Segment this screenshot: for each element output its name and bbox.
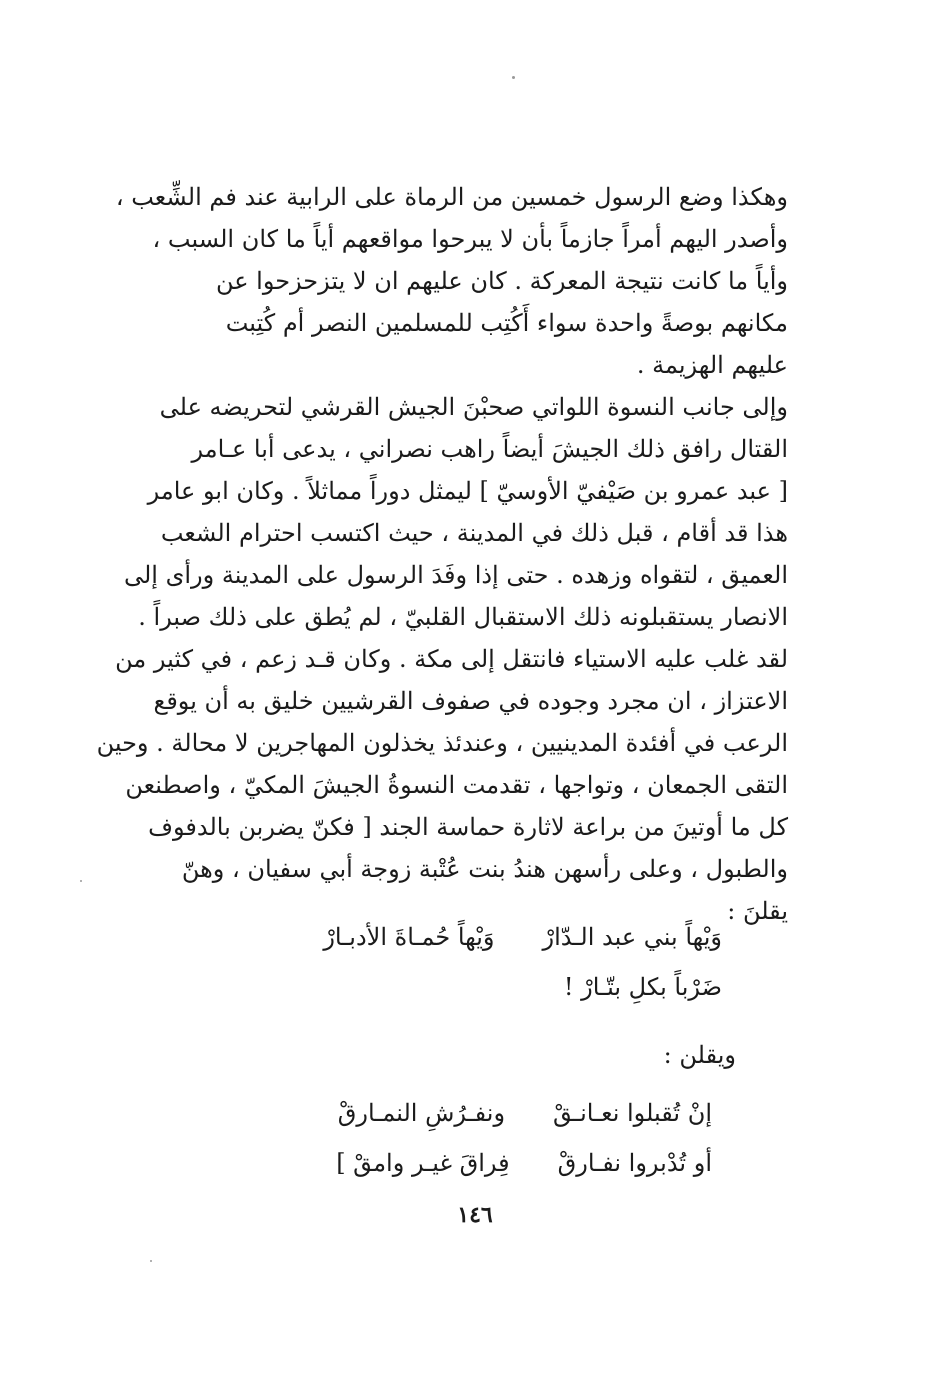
text-line: عليهم الهزيمة . <box>636 351 788 379</box>
paragraph-abu-amir <box>96 386 788 932</box>
text-line: لقد غلب عليه الاستياء فانتقل إلى مكة . وكان قـد زعم ، في كثير من <box>115 645 788 673</box>
verse-line <box>336 1138 712 1188</box>
verse-hemistich: أو تُدْبروا نفـارقْ <box>557 1149 712 1177</box>
scan-speck <box>150 1260 152 1262</box>
verse-hemistich: ضَرْباً بكلِ بتّـارْ ! <box>563 973 722 1001</box>
text-line: وأصدر اليهم أمراً جازماً بأن لا يبرحوا مواقعهم أياً ما كان السبب ، <box>152 225 788 253</box>
text-line: هذا قد أقام ، قبل ذلك في المدينة ، حيث اكتسب احترام الشعب <box>160 519 788 547</box>
text-line: الانصار يستقبلونه ذلك الاستقبال القلبيّ ، لم يُطق على ذلك صبراً . <box>138 603 788 631</box>
verse-intro: ويقلن : <box>663 1041 736 1069</box>
text-line: والطبول ، وعلى رأسهن هندُ بنت عُتْبة زوجة أبي سفيان ، وهنّ <box>181 855 788 883</box>
verse-line <box>323 962 722 1012</box>
verse-hemistich: ونفـرُشِ النمـارقْ <box>337 1099 506 1127</box>
verse-hemistich: إنْ تُقبلوا نعـانـقْ <box>553 1099 712 1127</box>
paragraph-archers <box>115 176 788 386</box>
text-line: القتال رافق ذلك الجيشَ أيضاً راهب نصراني ، يدعى أبا عـامر <box>191 435 788 463</box>
verse-line <box>336 1088 712 1138</box>
text-line: [ عبد عمرو بن صَيْفيّ الأوسيّ ] ليمثل دوراً مماثلاً . وكان ابو عامر <box>147 477 788 505</box>
scan-speck <box>512 76 515 79</box>
verse-hemistich: وَيْهاً حُمـاةَ الأدبـارْ <box>323 923 495 951</box>
text-line: العميق ، لتقواه وزهده . حتى إذا وفَدَ الرسول على المدينة ورأى إلى <box>123 561 788 589</box>
verse-hemistich: فِراقَ غيـر وامقْ ] <box>336 1149 510 1177</box>
text-line: الاعتزاز ، ان مجرد وجوده في صفوف القرشيين خليق به أن يوقع <box>153 687 788 715</box>
text-line: مكانهم بوصةً واحدة سواء أَكُتِب للمسلمين النصر أم كُتِبت <box>225 309 788 337</box>
text-line: وهكذا وضع الرسول خمسين من الرماة على الرابية عند فم الشِّعب ، <box>115 183 788 211</box>
verse-block-2 <box>336 1088 712 1188</box>
text-line: التقى الجمعان ، وتواجها ، تقدمت النسوةُ الجيشَ المكيّ ، واصطنعن <box>125 771 788 799</box>
verse-hemistich: وَيْهاً بني عبد الـدّارْ <box>542 923 722 951</box>
text-line: كل ما أوتينَ من براعة لاثارة حماسة الجند [ فكنّ يضربن بالدفوف <box>148 813 788 841</box>
text-line: يقلنَ : <box>727 897 788 925</box>
scan-speck <box>80 880 82 882</box>
page-number: ١٤٦ <box>457 1202 493 1228</box>
text-line: وإلى جانب النسوة اللواتي صحبْنَ الجيش القرشي لتحريضه على <box>159 393 788 421</box>
verse-block-1 <box>323 912 722 1012</box>
text-line: وأياً ما كانت نتيجة المعركة . كان عليهم ان لا يتزحزحوا عن <box>215 267 788 295</box>
verse-line <box>323 912 722 962</box>
text-line: الرعب في أفئدة المدينيين ، وعندئذ يخذلون المهاجرين لا محالة . وحين <box>96 729 788 757</box>
